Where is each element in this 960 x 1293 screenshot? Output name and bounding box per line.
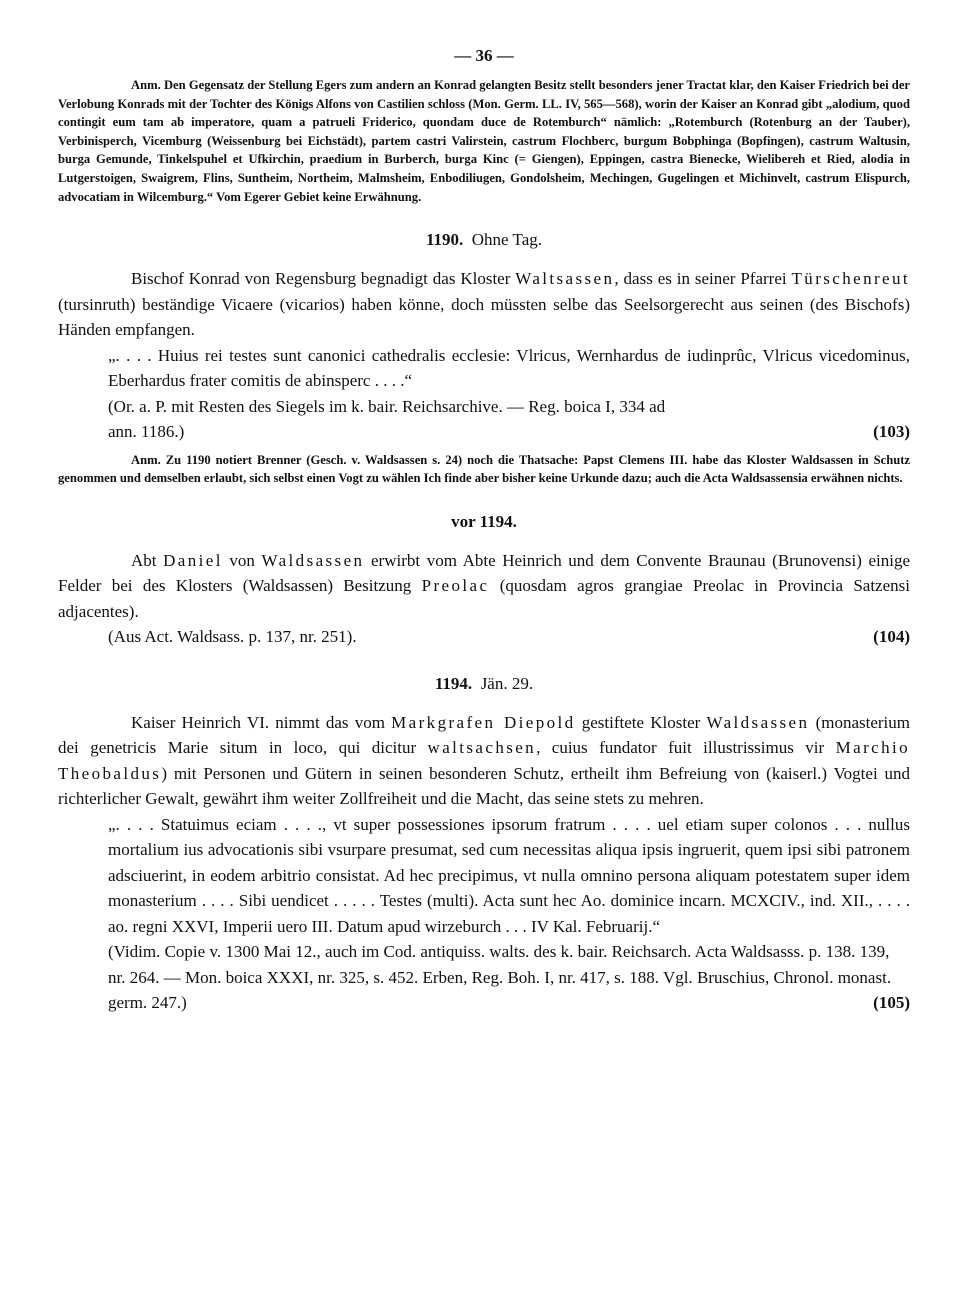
spaced-name: Preolac	[421, 576, 490, 596]
spaced-name: Marchio Theobaldus	[58, 738, 911, 783]
document-page	[58, 46, 910, 1016]
entry-1190-source	[108, 394, 910, 445]
entry-date: Ohne Tag.	[471, 230, 543, 250]
summary-text: Bischof Konrad von Regensburg begnadigt das Kloster	[131, 269, 516, 289]
entry-1190-summary	[58, 266, 910, 343]
entry-1194b-quote: „. . . . Statuimus eciam . . . ., vt super possessiones ipsorum fratrum . . . . uel etiam super colonos . . . nullus mortalium ius advocationis sibi vsurpare presumat, sed cum necessitas aliqua ipsis ingruerit, quem ipsi sibi patronem adsciuerint, in eodem arbitrio consistat. Ad hec precipimus, vt nulla omnino persona aliquam potestatem super idem monasterium . . . . Sibi uendicet . . . . . Testes (multi). Acta sunt hec Ao. dominice incarn. MCXCIV., ind. XII., . . . . ao. regni XXVI, Imperii uero III. Datum apud wirzeburch . . . IV Kal. Februarij.“	[108, 814, 910, 936]
summary-text: (quosdam agros grangiae Preolac in Provincia Satzensi adjacentes).	[58, 576, 910, 621]
entry-1194a-source	[108, 624, 910, 650]
footnote-label: Anm.	[131, 78, 161, 92]
entry-1190-quote: „. . . . Huius rei testes sunt canonici cathedralis ecclesie: Vlricus, Wernhardus de iudinprûc, Vlricus vicedominus, Eberhardus frater comitis de abinsperc . . . .“	[108, 345, 910, 391]
source-line: (Or. a. P. mit Resten des Siegels im k. bair. Reichsarchive. — Reg. boica I, 334 ad	[108, 396, 666, 416]
source-line: (Aus Act. Waldsass. p. 137, nr. 251).	[108, 627, 357, 647]
summary-text: Kaiser Heinrich VI. nimmt das vom	[131, 712, 392, 732]
summary-text: von	[222, 550, 262, 570]
spaced-name: Türschenreut	[791, 269, 910, 289]
footnote-label: Anm.	[131, 452, 161, 467]
footnote-text: Zu 1190 notiert Brenner (Gesch. v. Waldsassen s. 24) noch die Thatsache: Papst Clemens III. habe das Kloster Waldsassen in Schutz genommen und demselben erlaubt, sich selbst einen Vogt zu wählen Ich finde aber bisher keine Urkunde dazu; auch die Acta Waldsassensia erwähnen nichts.	[58, 452, 910, 486]
entry-1194b-heading	[58, 674, 910, 694]
summary-text: gestiftete Kloster	[575, 712, 707, 732]
footnote-1	[58, 76, 910, 206]
entry-date: Jän. 29.	[480, 673, 534, 693]
source-line: (Vidim. Copie v. 1300 Mai 12., auch im Cod. antiquiss. walts. des k. bair. Reichsarch. Acta Waldsasss. p. 138. 139, nr. 264. — Mon. boica XXXI, nr. 325, s. 452. Erben, Reg. Boh. I, nr. 417, s. 188. Vgl. Bruschius, Chronol. monast. germ. 247.)	[108, 942, 892, 1013]
entry-year: 1194.	[434, 673, 473, 693]
summary-text: Abt	[131, 550, 164, 570]
summary-text: (monasterium dei genetricis Marie situm in loco, qui dicitur	[58, 712, 911, 758]
entry-number: (103)	[873, 422, 910, 442]
summary-text: , dass es in seiner Pfarrei	[614, 269, 792, 289]
summary-text: (tursinruth) beständige Vicaere (vicarios) haben könne, doch müssten selbe das Seelsorgerecht aus seinen (des Bischofs) Händen empfangen.	[58, 294, 910, 340]
spaced-name: Waltsassen	[515, 269, 615, 289]
summary-text: , cuius fundator fuit illustrissimus vir	[536, 738, 836, 758]
entry-1194b-summary	[58, 710, 910, 812]
spaced-name: Waldsassen	[261, 550, 365, 570]
entry-year: vor 1194.	[451, 511, 517, 531]
entry-1190-heading	[58, 230, 910, 250]
source-line: ann. 1186.)	[108, 422, 185, 442]
entry-1194a-summary	[58, 548, 910, 625]
entry-number: (105)	[873, 993, 910, 1013]
spaced-name: waltsachsen	[427, 738, 537, 758]
spaced-name: Markgrafen Diepold	[391, 712, 576, 732]
entry-1194a-heading	[58, 512, 910, 532]
summary-text: ) mit Personen und Gütern in seinen besonderen Schutz, ertheilt ihm Befreiung von (kaiserl.) Vogtei und richterlicher Gewalt, gewährt ihm weiter Zollfreiheit und die Macht, das seine stets zu mehren.	[58, 763, 910, 809]
entry-number: (104)	[873, 627, 910, 647]
spaced-name: Waldsassen	[706, 712, 810, 732]
footnote-2	[58, 451, 910, 488]
spaced-name: Daniel	[163, 550, 223, 570]
summary-text: erwirbt vom Abte Heinrich und dem Convente Braunau (Brunovensi) einige Felder bei des Klosters (Waldsassen) Besitzung	[58, 550, 911, 596]
entry-year: 1190.	[425, 230, 464, 250]
page-number: — 36 —	[454, 46, 514, 65]
footnote-text: Den Gegensatz der Stellung Egers zum andern an Konrad gelangten Besitz stellt besonders jener Tractat klar, den Kaiser Friedrich bei der Verlobung Konrads mit der Tochter des Königs Alfons von Castilien schloss (Mon. Germ. LL. IV, 565—568), worin der Kaiser an Konrad gibt „alodium, quod contingit eum tam ab imperatore, quam a patrueli Friderico, quondam duce de Rotemburch“ nämlich: „Rotemburch (Rotenburg an der Tauber), Verbinisperch, Vicemburg (Weissenburg bei Eichstädt), partem castri Valirstein, castrum Flochberc, burgum Bobphinga (Bopfingen), castrum Waltusin, burga Gemunde, Tinkelspuhel et Ufkirchin, praedium in Burberch, burga Kinc (= Giengen), Eppingen, castra Bienecke, Wielibereh et Ried, alodia in Lutgerstoigen, Swaigrem, Flins, Suntheim, Northeim, Malmsheim, Enbodiliugen, Gondolsheim, Mechingen, Gugelingen et Michinvelt, castrum Elispurch, advocatiam in Wilcemburg.“ Vom Egerer Gebiet keine Erwähnung.	[58, 78, 910, 204]
entry-1194b-source	[108, 939, 910, 1016]
